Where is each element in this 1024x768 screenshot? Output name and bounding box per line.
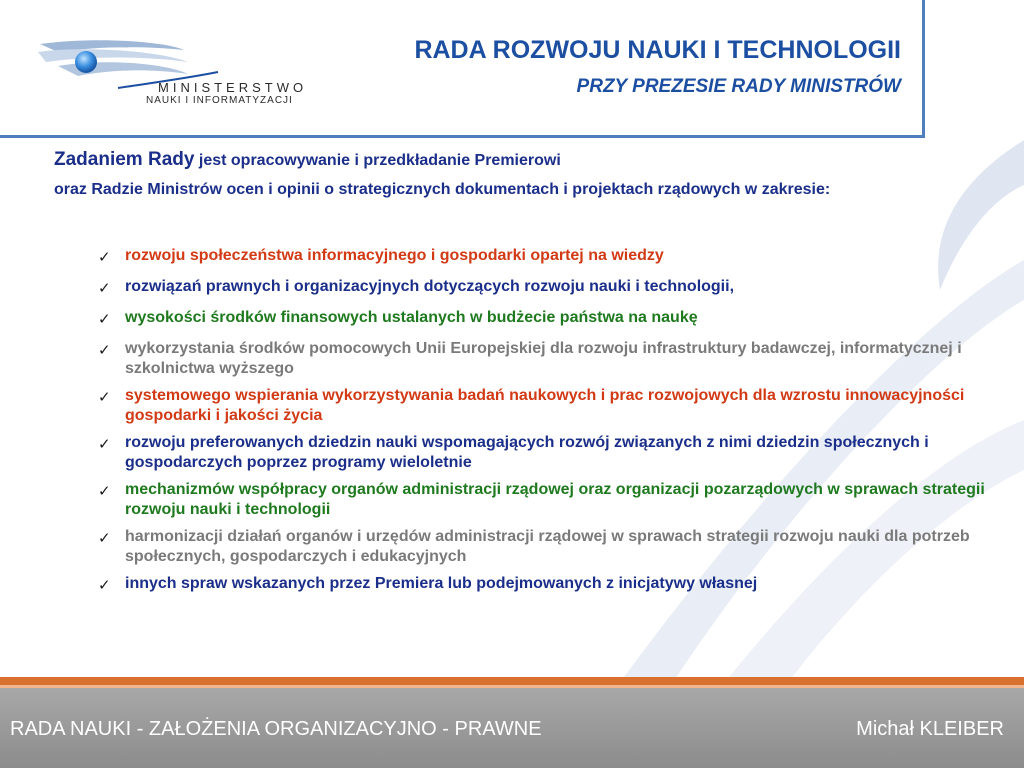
bullet-list	[98, 246, 998, 601]
list-item	[98, 574, 998, 594]
list-item	[98, 277, 998, 297]
page-title: RADA ROZWOJU NAUKI I TECHNOLOGII	[414, 36, 901, 64]
checkmark-icon: ✓	[98, 248, 111, 266]
list-item-text: rozwoju społeczeństwa informacyjnego i gospodarki opartej na wiedzy	[125, 247, 664, 264]
list-item-text: mechanizmów współpracy organów administracji rządowej oraz organizacji pozarządowych w sprawach strategii rozwoju nauki i technologii	[125, 481, 985, 518]
list-item-text: harmonizacji działań organów i urzędów administracji rządowej w sprawach strategii rozwoju nauki dla potrzeb społecznych, gospodarczych i edukacyjnych	[125, 528, 970, 565]
globe-swoosh-icon	[38, 38, 338, 118]
intro-line2: oraz Radzie Ministrów ocen i opinii o strategicznych dokumentach i projektach rządowych w zakresie:	[54, 181, 831, 198]
page-subtitle: PRZY PREZESIE RADY MINISTRÓW	[576, 76, 901, 97]
list-item	[98, 386, 998, 426]
list-item-text: rozwiązań prawnych i organizacyjnych dotyczących rozwoju nauki i technologii,	[125, 278, 735, 295]
list-item	[98, 246, 998, 266]
logo-line2: NAUKI I INFORMATYZACJI	[146, 95, 293, 106]
intro	[54, 148, 974, 200]
list-item-text: rozwoju preferowanych dziedzin nauki wspomagających rozwój związanych z nimi dziedzin społecznych i gospodarczych poprzez programy wieloletnie	[125, 434, 929, 471]
list-item-text: wysokości środków finansowych ustalanych w budżecie państwa na naukę	[125, 309, 698, 326]
list-item-text: systemowego wspierania wykorzystywania badań naukowych i prac rozwojowych dla wzrostu innowacyjności gospodarki i jakości życia	[125, 387, 965, 424]
checkmark-icon: ✓	[98, 529, 111, 547]
checkmark-icon: ✓	[98, 482, 111, 500]
footer-author: Michał KLEIBER	[856, 718, 1004, 740]
list-item	[98, 433, 998, 473]
intro-line1	[54, 148, 974, 173]
footer	[0, 688, 1024, 768]
checkmark-icon: ✓	[98, 310, 111, 328]
checkmark-icon: ✓	[98, 435, 111, 453]
checkmark-icon: ✓	[98, 576, 111, 594]
list-item	[98, 527, 998, 567]
footer-accent-bar	[0, 677, 1024, 685]
list-item-text: wykorzystania środków pomocowych Unii Europejskiej dla rozwoju infrastruktury badawczej, informatycznej i szkolnictwa wyższego	[125, 340, 962, 377]
checkmark-icon: ✓	[98, 341, 111, 359]
checkmark-icon: ✓	[98, 388, 111, 406]
logo-line1: MINISTERSTWO	[158, 80, 308, 95]
list-item	[98, 480, 998, 520]
list-item-text: innych spraw wskazanych przez Premiera lub podejmowanych z inicjatywy własnej	[125, 575, 758, 592]
intro-rest: jest opracowywanie i przedkładanie Premierowi	[194, 152, 561, 169]
footer-title: RADA NAUKI - ZAŁOŻENIA ORGANIZACYJNO - PRAWNE	[10, 718, 542, 740]
list-item	[98, 308, 998, 328]
intro-lead: Zadaniem Rady	[54, 149, 195, 170]
checkmark-icon: ✓	[98, 279, 111, 297]
list-item	[98, 339, 998, 379]
